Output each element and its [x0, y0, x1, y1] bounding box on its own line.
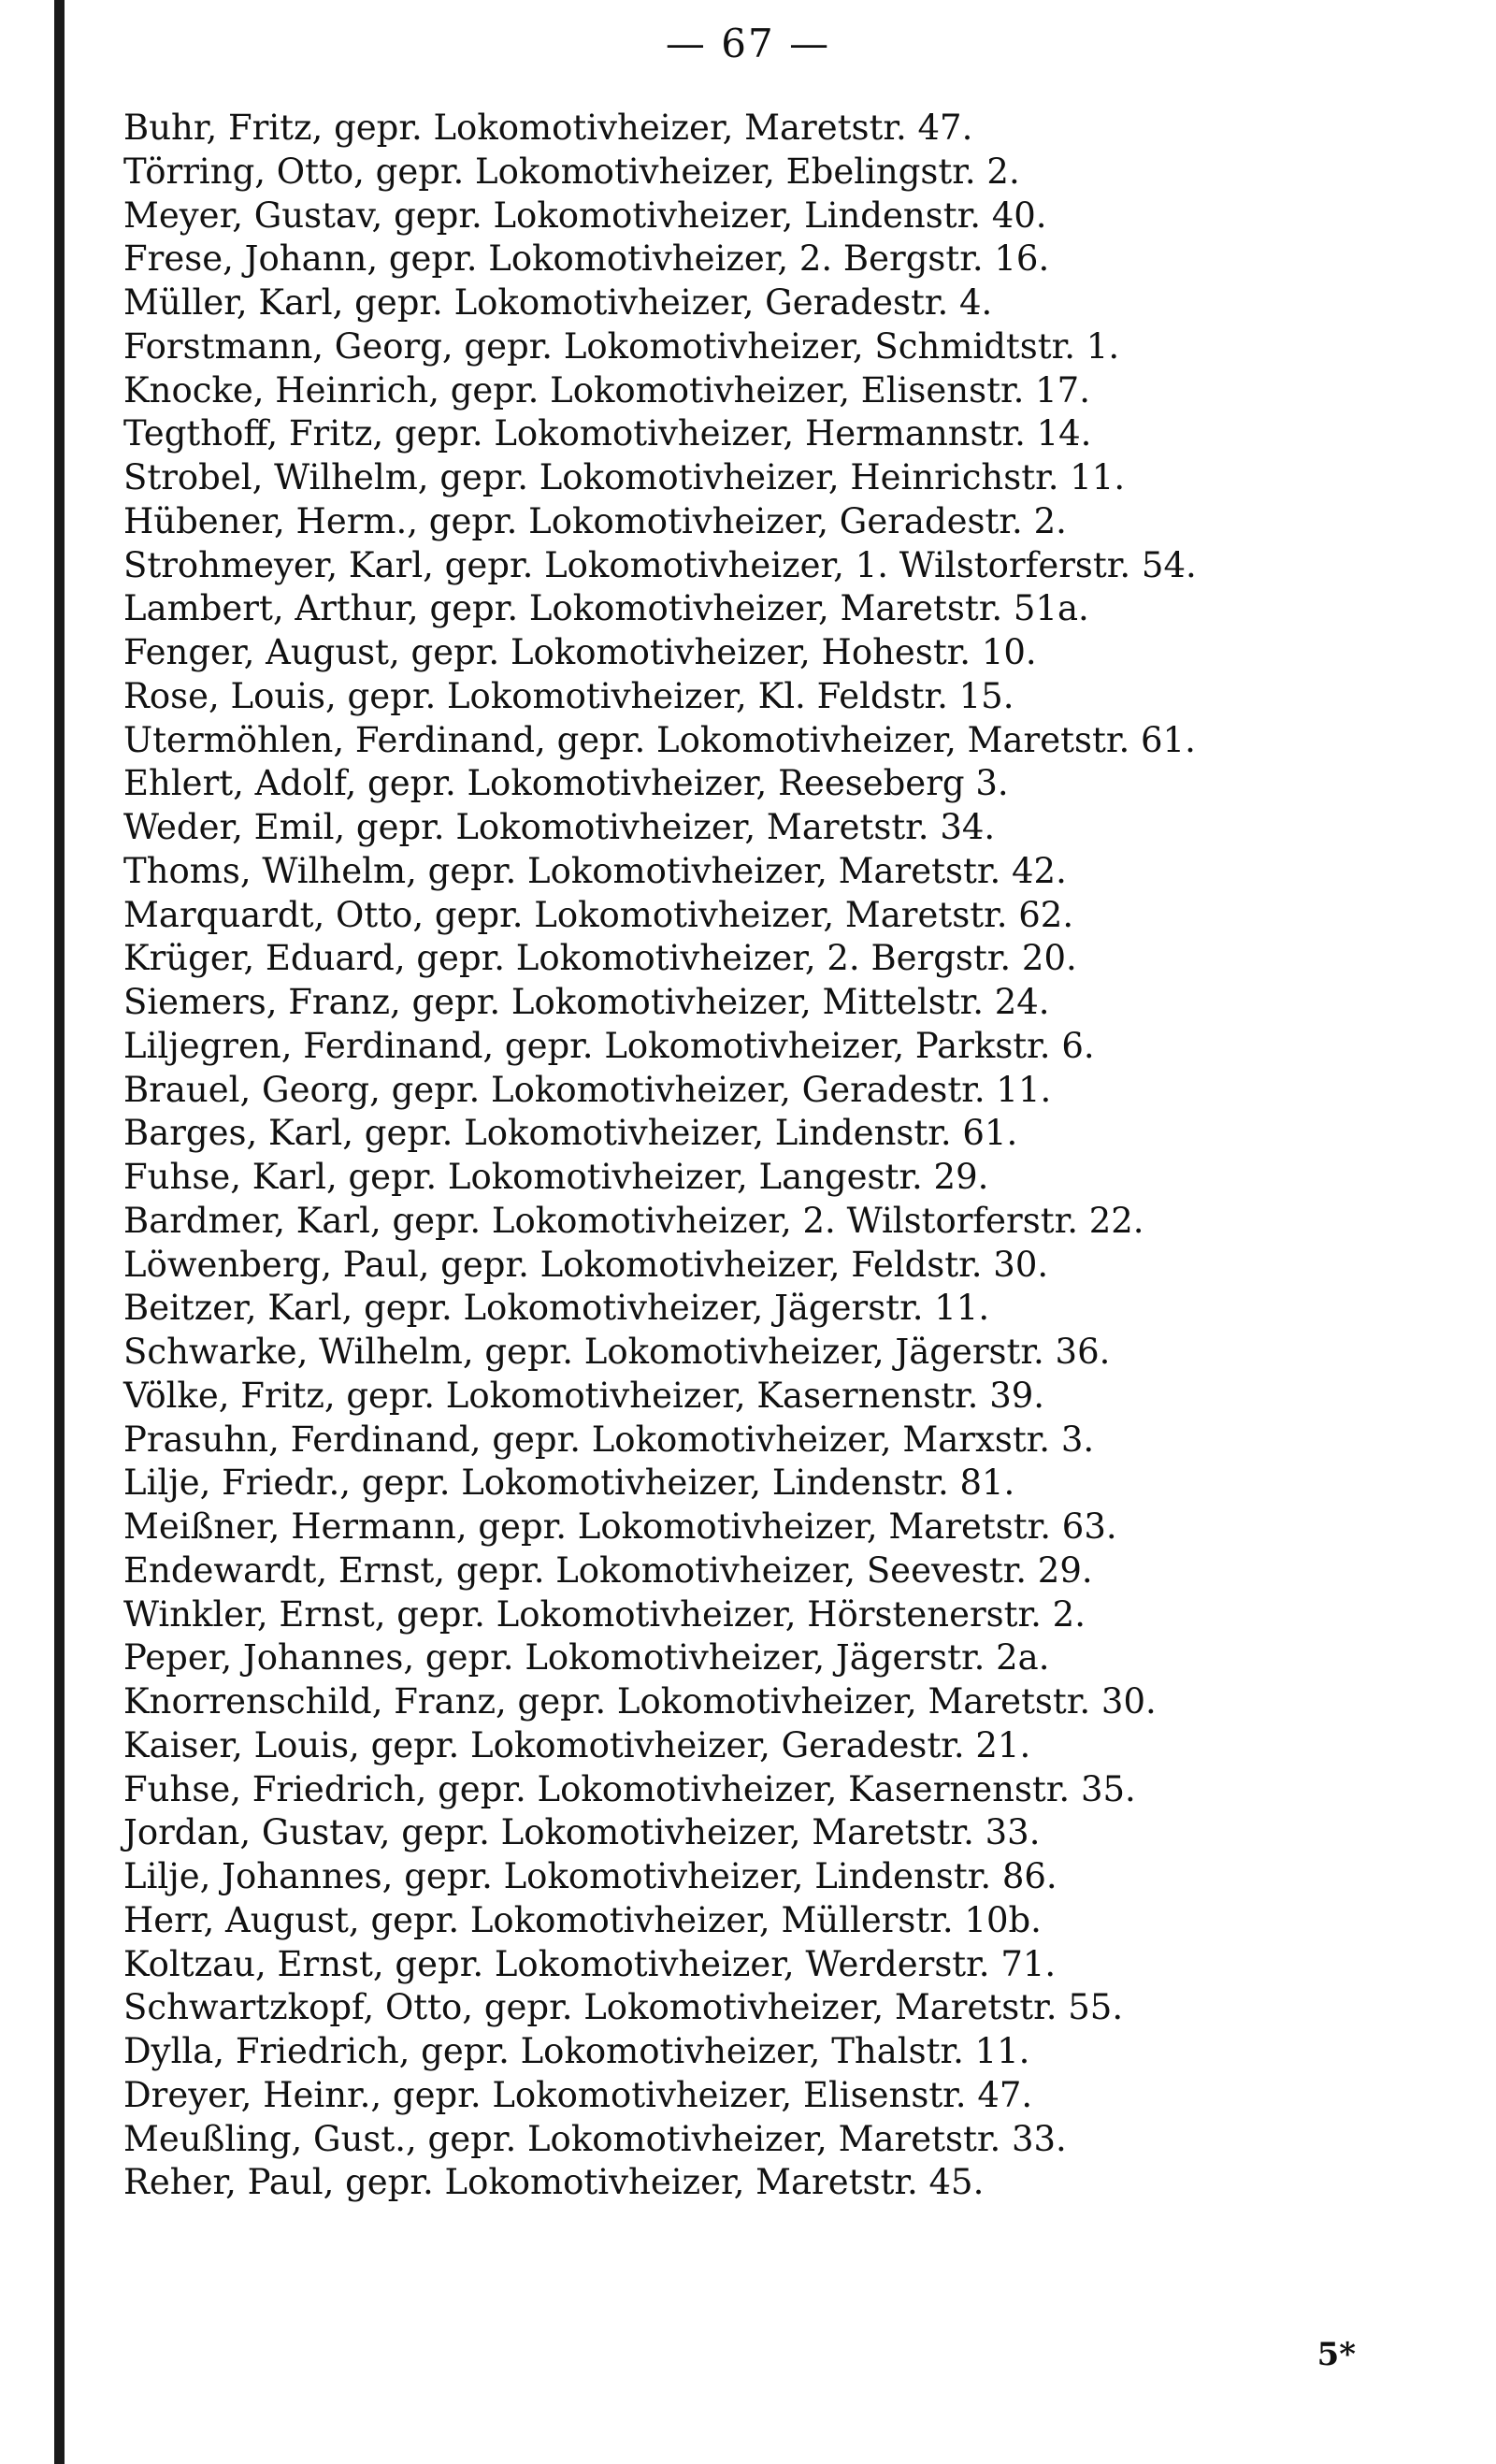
- directory-entry: Lilje, Johannes, gepr. Lokomotivheizer, Lindenstr. 86.: [123, 1856, 1057, 1896]
- directory-entry: Reher, Paul, gepr. Lokomotivheizer, Maretstr. 45.: [123, 2162, 985, 2203]
- directory-entry: Tegthoff, Fritz, gepr. Lokomotivheizer, Hermannstr. 14.: [123, 413, 1092, 454]
- directory-entry: Barges, Karl, gepr. Lokomotivheizer, Lindenstr. 61.: [123, 1113, 1018, 1154]
- directory-entry-list: [123, 107, 1197, 2205]
- directory-entry: Strobel, Wilhelm, gepr. Lokomotivheizer, Heinrichstr. 11.: [123, 457, 1126, 497]
- directory-entry: Lilje, Friedr., gepr. Lokomotivheizer, Lindenstr. 81.: [123, 1463, 1015, 1504]
- directory-entry: Winkler, Ernst, gepr. Lokomotivheizer, Hörstenerstr. 2.: [123, 1593, 1086, 1635]
- directory-entry: Fenger, August, gepr. Lokomotivheizer, Hohestr. 10.: [123, 632, 1037, 672]
- directory-entry: Peper, Johannes, gepr. Lokomotivheizer, Jägerstr. 2a.: [123, 1637, 1050, 1679]
- directory-entry: Löwenberg, Paul, gepr. Lokomotivheizer, Feldstr. 30.: [123, 1244, 1049, 1285]
- directory-entry: Siemers, Franz, gepr. Lokomotivheizer, Mittelstr. 24.: [123, 982, 1050, 1022]
- directory-entry: Utermöhlen, Ferdinand, gepr. Lokomotivheizer, Maretstr. 61.: [123, 719, 1196, 760]
- directory-entry: Prasuhn, Ferdinand, gepr. Lokomotivheizer, Marxstr. 3.: [123, 1419, 1095, 1460]
- directory-entry: Fuhse, Karl, gepr. Lokomotivheizer, Langestr. 29.: [123, 1157, 989, 1197]
- directory-entry: Törring, Otto, gepr. Lokomotivheizer, Ebelingstr. 2.: [123, 151, 1020, 192]
- directory-entry: Herr, August, gepr. Lokomotivheizer, Müllerstr. 10b.: [123, 1899, 1042, 1940]
- directory-entry: Koltzau, Ernst, gepr. Lokomotivheizer, Werderstr. 71.: [123, 1943, 1057, 1984]
- directory-entry: Kaiser, Louis, gepr. Lokomotivheizer, Geradestr. 21.: [123, 1724, 1031, 1765]
- directory-entry: Strohmeyer, Karl, gepr. Lokomotivheizer, 1. Wilstorferstr. 54.: [123, 544, 1197, 585]
- directory-entry: Fuhse, Friedrich, gepr. Lokomotivheizer, Kasernenstr. 35.: [123, 1768, 1136, 1809]
- directory-entry: Knocke, Heinrich, gepr. Lokomotivheizer, Elisenstr. 17.: [123, 369, 1090, 411]
- directory-entry: Lambert, Arthur, gepr. Lokomotivheizer, Maretstr. 51a.: [123, 588, 1089, 629]
- directory-entry: Jordan, Gustav, gepr. Lokomotivheizer, Maretstr. 33.: [123, 1812, 1041, 1853]
- directory-entry: Völke, Fritz, gepr. Lokomotivheizer, Kasernenstr. 39.: [123, 1375, 1045, 1416]
- page-number: — 67 —: [665, 21, 831, 66]
- directory-entry: Frese, Johann, gepr. Lokomotivheizer, 2. Bergstr. 16.: [123, 238, 1050, 280]
- directory-entry: Meußling, Gust., gepr. Lokomotivheizer, Maretstr. 33.: [123, 2118, 1067, 2159]
- directory-entry: Dylla, Friedrich, gepr. Lokomotivheizer, Thalstr. 11.: [123, 2031, 1030, 2071]
- directory-entry: Müller, Karl, gepr. Lokomotivheizer, Geradestr. 4.: [123, 282, 993, 323]
- signature-mark: 5*: [1316, 2336, 1356, 2373]
- page-edge-shadow: [54, 0, 65, 2464]
- directory-entry: Bardmer, Karl, gepr. Lokomotivheizer, 2. Wilstorferstr. 22.: [123, 1200, 1144, 1241]
- directory-entry: Meyer, Gustav, gepr. Lokomotivheizer, Lindenstr. 40.: [123, 195, 1047, 236]
- directory-entry: Beitzer, Karl, gepr. Lokomotivheizer, Jägerstr. 11.: [123, 1288, 990, 1329]
- directory-entry: Schwartzkopf, Otto, gepr. Lokomotivheizer, Maretstr. 55.: [123, 1987, 1124, 2028]
- directory-entry: Ehlert, Adolf, gepr. Lokomotivheizer, Reeseberg 3.: [123, 763, 1009, 804]
- directory-entry: Endewardt, Ernst, gepr. Lokomotivheizer, Seevestr. 29.: [123, 1549, 1093, 1591]
- directory-entry: Marquardt, Otto, gepr. Lokomotivheizer, Maretstr. 62.: [123, 894, 1074, 935]
- directory-entry: Liljegren, Ferdinand, gepr. Lokomotivheizer, Parkstr. 6.: [123, 1025, 1095, 1066]
- directory-entry: Brauel, Georg, gepr. Lokomotivheizer, Geradestr. 11.: [123, 1069, 1052, 1110]
- directory-entry: Rose, Louis, gepr. Lokomotivheizer, Kl. Feldstr. 15.: [123, 675, 1014, 716]
- directory-entry: Krüger, Eduard, gepr. Lokomotivheizer, 2. Bergstr. 20.: [123, 938, 1077, 979]
- directory-entry: Meißner, Hermann, gepr. Lokomotivheizer, Maretstr. 63.: [123, 1506, 1117, 1547]
- directory-entry: Forstmann, Georg, gepr. Lokomotivheizer, Schmidtstr. 1.: [123, 325, 1120, 367]
- directory-entry: Schwarke, Wilhelm, gepr. Lokomotivheizer, Jägerstr. 36.: [123, 1332, 1111, 1372]
- directory-entry: Hübener, Herm., gepr. Lokomotivheizer, Geradestr. 2.: [123, 500, 1067, 541]
- directory-entry: Buhr, Fritz, gepr. Lokomotivheizer, Maretstr. 47.: [123, 108, 973, 148]
- directory-entry: Knorrenschild, Franz, gepr. Lokomotivheizer, Maretstr. 30.: [123, 1681, 1157, 1722]
- directory-entry: Thoms, Wilhelm, gepr. Lokomotivheizer, Maretstr. 42.: [123, 850, 1067, 891]
- directory-entry: Weder, Emil, gepr. Lokomotivheizer, Maretstr. 34.: [123, 807, 996, 847]
- directory-entry: Dreyer, Heinr., gepr. Lokomotivheizer, Elisenstr. 47.: [123, 2074, 1033, 2115]
